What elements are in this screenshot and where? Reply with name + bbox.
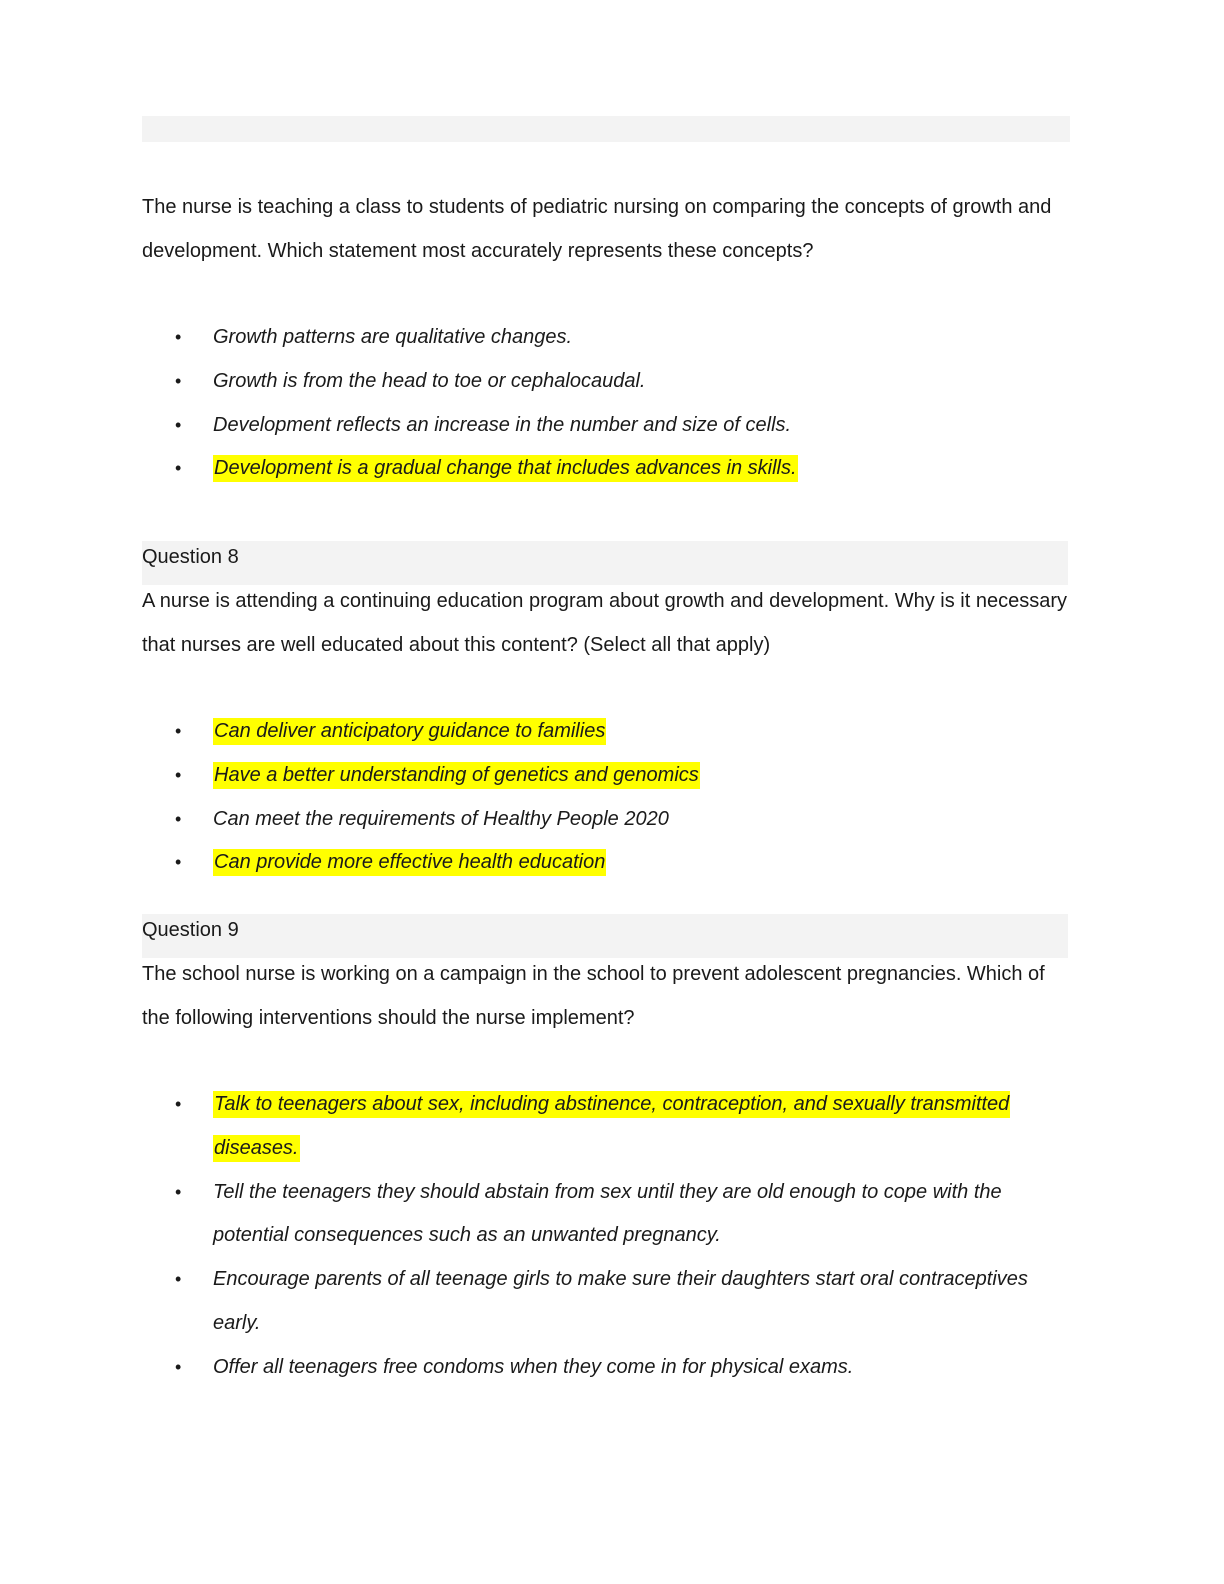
bullet-icon: • xyxy=(175,327,182,347)
question-8 xyxy=(142,541,1070,885)
option-text: Encourage parents of all teenage girls to make sure their daughters start oral contraceptives early. xyxy=(213,1268,1028,1334)
bullet-icon: • xyxy=(175,1181,182,1202)
question-heading: Question 8 xyxy=(142,541,1068,585)
bullet-icon: • xyxy=(175,1356,182,1377)
answer-option-highlighted xyxy=(142,1083,1070,1171)
answer-option xyxy=(142,316,1070,360)
bullet-icon: • xyxy=(175,458,182,479)
option-text: Have a better understanding of genetics and genomics xyxy=(213,762,700,789)
answer-option-highlighted xyxy=(142,710,1070,754)
answer-option-highlighted xyxy=(142,754,1070,798)
bullet-icon: • xyxy=(175,414,182,435)
option-text: Growth patterns are qualitative changes. xyxy=(213,326,573,348)
answer-option xyxy=(142,1258,1070,1346)
option-text: Talk to teenagers about sex, including abstinence, contraception, and sexually transmitted diseases. xyxy=(213,1091,1010,1162)
bullet-icon: • xyxy=(175,808,182,829)
option-text: Development reflects an increase in the number and size of cells. xyxy=(213,413,792,436)
answer-option xyxy=(142,798,1070,842)
option-text: Development is a gradual change that includes advances in skills. xyxy=(213,455,798,482)
top-header-band xyxy=(142,116,1070,142)
option-text: Offer all teenagers free condoms when they come in for physical exams. xyxy=(213,1355,854,1378)
question-stem: A nurse is attending a continuing education program about growth and development. Why is it necessary that nurses are well educated about this content? (Select all that apply) xyxy=(142,590,1067,656)
bullet-icon: • xyxy=(175,370,182,391)
bullet-icon: • xyxy=(175,1269,182,1290)
question-stem: The school nurse is working on a campaign in the school to prevent adolescent pregnancies. Which of the following interventions should the nurse implement? xyxy=(142,963,1045,1029)
bullet-icon: • xyxy=(175,852,182,873)
bullet-icon: • xyxy=(175,721,182,741)
bullet-icon: • xyxy=(175,1094,182,1114)
answer-option xyxy=(142,360,1070,404)
option-text: Can provide more effective health education xyxy=(213,849,606,876)
answer-options xyxy=(142,1083,1070,1390)
answer-option xyxy=(142,1346,1070,1390)
answer-options xyxy=(142,316,1070,491)
question-7 xyxy=(142,186,1070,491)
answer-option xyxy=(142,404,1070,448)
question-stem: The nurse is teaching a class to students of pediatric nursing on comparing the concepts of growth and development. Which statement most accurately represents these concepts? xyxy=(142,196,1052,262)
option-text: Growth is from the head to toe or cephalocaudal. xyxy=(213,369,646,392)
answer-option-highlighted xyxy=(142,841,1070,885)
option-text: Can deliver anticipatory guidance to families xyxy=(213,718,606,745)
answer-option xyxy=(142,1171,1070,1259)
question-9 xyxy=(142,914,1070,1390)
option-text: Tell the teenagers they should abstain from sex until they are old enough to cope with the potential consequences such as an unwanted pregnancy. xyxy=(213,1180,1002,1247)
bullet-icon: • xyxy=(175,764,182,785)
question-heading: Question 9 xyxy=(142,914,1068,958)
answer-option-highlighted xyxy=(142,447,1070,491)
option-text: Can meet the requirements of Healthy People 2020 xyxy=(213,807,669,830)
answer-options xyxy=(142,710,1070,885)
